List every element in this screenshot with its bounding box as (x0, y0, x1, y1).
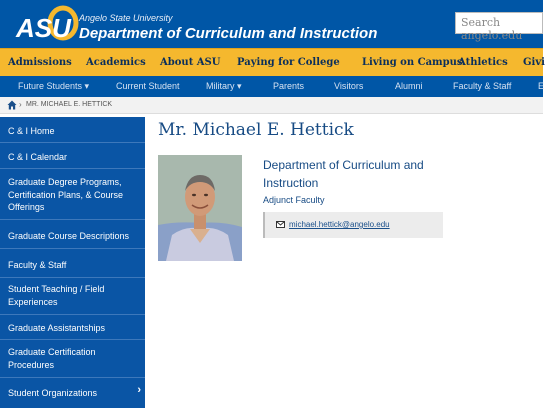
sidebar-item-label: C & I Calendar (8, 152, 68, 162)
page-title: Mr. Michael E. Hettick (158, 120, 354, 140)
sidebar-item-label: Student Organizations (8, 388, 98, 398)
breadcrumb-current: MR. MICHAEL E. HETTICK (26, 101, 113, 108)
subnav-future-students[interactable]: Future Students ▾ (18, 81, 90, 91)
sidebar-item-graduate-assistantships[interactable] (0, 315, 145, 340)
subnav-visitors[interactable]: Visitors (334, 81, 364, 91)
nav-athletics[interactable]: Athletics (458, 57, 508, 68)
profile-department: Department of Curriculum and Instruction (263, 158, 424, 190)
nav-living-on-campus[interactable]: Living on Campus (362, 57, 463, 68)
nav-paying-for-college[interactable]: Paying for College (237, 57, 340, 68)
sidebar-item-faculty-staff[interactable] (0, 249, 145, 278)
profile-title: Adjunct Faculty (263, 195, 325, 205)
sidebar-item-label: Student Teaching / Field Experiences (8, 284, 105, 307)
email-link[interactable]: michael.hettick@angelo.edu (289, 220, 390, 229)
sidebar-item-student-teaching[interactable] (0, 278, 145, 315)
sidebar-item-label: Graduate Assistantships (8, 323, 106, 333)
sidebar-item-ci-home[interactable] (0, 117, 145, 143)
sidebar-item-ci-calendar[interactable] (0, 143, 145, 169)
subnav-employees[interactable]: E (538, 81, 545, 91)
chevron-right-icon: › (137, 384, 141, 396)
sidebar-item-label: Graduate Course Descriptions (8, 231, 130, 241)
department-title[interactable]: Department of Curriculum and Instruction (79, 25, 378, 42)
subnav-current-student[interactable]: Current Student (116, 81, 180, 91)
nav-about-asu[interactable]: About ASU (160, 57, 221, 68)
subnav-faculty-staff[interactable]: Faculty & Staff (453, 81, 512, 91)
sidebar-item-label: Graduate Degree Programs, Certification Plans, & Course Offerings (8, 177, 124, 212)
logo-text: ASU (16, 13, 71, 43)
main-nav (0, 48, 543, 76)
asu-logo[interactable] (14, 4, 78, 44)
breadcrumb-separator: › (19, 100, 22, 109)
envelope-icon (276, 221, 285, 228)
sidebar-nav (0, 117, 145, 408)
subnav-parents[interactable]: Parents (273, 81, 305, 91)
sidebar-item-graduate-degree-programs[interactable] (0, 169, 145, 220)
breadcrumb (0, 97, 543, 114)
nav-academics[interactable]: Academics (86, 57, 146, 68)
university-name: Angelo State University (79, 13, 173, 23)
nav-giving[interactable]: Givi (523, 57, 545, 68)
site-header (0, 0, 543, 48)
subnav-alumni[interactable]: Alumni (395, 81, 423, 91)
sidebar-item-student-organizations[interactable] (0, 378, 145, 408)
subnav-military[interactable]: Military ▾ (206, 81, 242, 91)
profile-photo (158, 155, 242, 261)
home-icon[interactable] (7, 100, 17, 110)
sidebar-item-label: Graduate Certification Procedures (8, 347, 96, 370)
search-input[interactable]: Search angelo.edu (455, 12, 543, 34)
audience-nav (0, 76, 543, 97)
sidebar-item-label: Faculty & Staff (8, 260, 67, 270)
nav-admissions[interactable]: Admissions (8, 57, 72, 68)
contact-box (263, 212, 443, 238)
sidebar-item-graduate-certification-procedures[interactable] (0, 340, 145, 378)
sidebar-item-graduate-course-descriptions[interactable] (0, 220, 145, 249)
sidebar-item-label: C & I Home (8, 126, 55, 136)
